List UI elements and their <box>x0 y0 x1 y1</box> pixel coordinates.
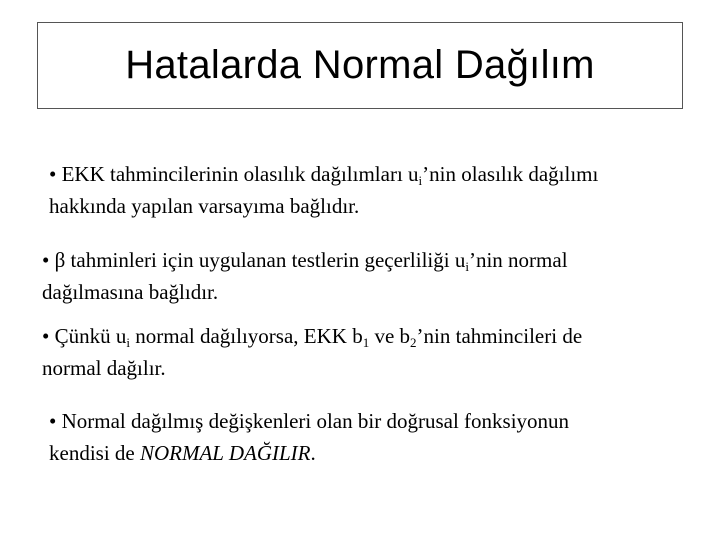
bullet-1-line-2: hakkında yapılan varsayıma bağlıdır. <box>49 194 360 218</box>
bullet-item-3 <box>42 320 582 384</box>
bullet-3-line-1 <box>42 320 582 352</box>
bullet-item-4 <box>49 405 569 469</box>
subscript-i: i <box>418 173 423 188</box>
bullet-item-1 <box>49 158 598 222</box>
title-box <box>37 22 683 109</box>
bullet-3-text-a: Çünkü u <box>54 324 127 348</box>
bullet-2-line-1 <box>42 244 568 276</box>
bullet-marker: • <box>42 248 50 272</box>
bullet-4-text: Normal dağılmış değişkenleri olan bir doğrusal fonksiyonun <box>61 409 570 433</box>
bullet-4-text-b: . <box>310 441 316 465</box>
bullet-2-text-b: ’nin normal <box>468 248 568 272</box>
bullet-marker: • <box>42 324 50 348</box>
bullet-4-text-a: kendisi de <box>49 441 140 465</box>
bullet-marker: • <box>49 409 57 433</box>
bullet-3-text-c: ve b <box>369 324 411 348</box>
bullet-3-text-d: ’nin tahmincileri de <box>416 324 583 348</box>
subscript-i: i <box>126 335 130 350</box>
bullet-2-text-a: β tahminleri için uygulanan testlerin geçerliliği u <box>54 248 466 272</box>
bullet-marker: • <box>49 162 57 186</box>
emphasis-text: NORMAL DAĞILIR <box>139 441 311 465</box>
bullet-item-2 <box>42 244 568 308</box>
bullet-3-text-b: normal dağılıyorsa, EKK b <box>130 324 363 348</box>
subscript-1: 1 <box>362 335 370 350</box>
bullet-4-line-2 <box>49 437 569 469</box>
bullet-1-text-b: ’nin olasılık dağılımı <box>422 162 599 186</box>
bullet-1-line-1 <box>49 158 598 190</box>
bullet-1-text-a: EKK tahmincilerinin olasılık dağılımları u <box>61 162 419 186</box>
bullet-3-line-2: normal dağılır. <box>42 356 166 380</box>
subscript-i: i <box>465 259 469 274</box>
slide-title: Hatalarda Normal Dağılım <box>125 43 595 87</box>
bullet-2-line-2: dağılmasına bağlıdır. <box>42 280 219 304</box>
bullet-4-line-1 <box>49 405 569 437</box>
subscript-2: 2 <box>410 335 417 350</box>
